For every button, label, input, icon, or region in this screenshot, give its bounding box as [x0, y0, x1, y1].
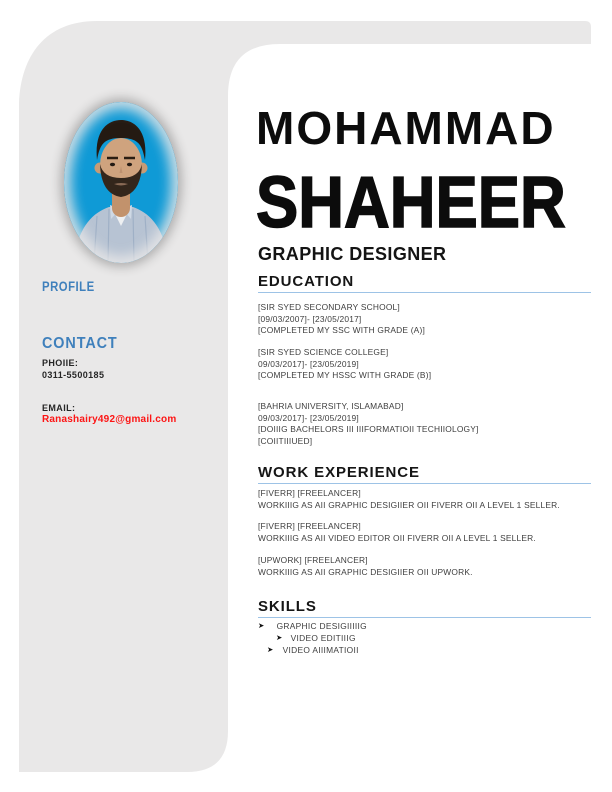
entry-line: [UPWORK] [FREELANCER]: [258, 555, 368, 565]
entry-line: WORKIIIG AS AII VIDEO EDITOR OII FIVERR OII A LEVEL 1 SELLER.: [258, 532, 536, 543]
profile-photo: [64, 102, 178, 263]
work-entry: [258, 521, 591, 544]
entry-line: WORKIIIG AS AII GRAPHIC DESIGIIER OII FIVERR OII A LEVEL 1 SELLER.: [258, 499, 560, 510]
job-title: GRAPHIC DESIGNER: [258, 244, 447, 264]
section-heading-education: EDUCATION: [258, 274, 591, 293]
skill-item: [276, 632, 591, 644]
work-entry: [258, 555, 591, 578]
entry-line: 09/03/2017]- [23/05/2019]: [258, 412, 359, 423]
entry-line: [SIR SYED SECONDARY SCHOOL]: [258, 302, 400, 312]
contact-heading: CONTACT: [42, 335, 118, 352]
arrow-bullet-icon: ➤: [276, 633, 283, 643]
entry-line: [BAHRIA UNIVERSITY, ISLAMABAD]: [258, 401, 404, 411]
profile-heading: PROFILE: [42, 279, 95, 294]
entry-line: [SIR SYED SCIENCE COLLEGE]: [258, 347, 389, 357]
section-heading-skills: SKILLS: [258, 599, 591, 618]
entry-line: [COIITIIIUED]: [258, 436, 313, 447]
education-entry: [258, 347, 591, 382]
name-first: MOHAMMAD: [256, 102, 556, 154]
skill-item: [258, 620, 591, 632]
entry-line: [09/03/2007]- [23/05/2017]: [258, 313, 362, 324]
skill-label: VIDEO AIIIMATIOII: [282, 645, 359, 655]
work-entry: [258, 488, 591, 511]
name-last: SHAHEER: [256, 163, 566, 243]
skill-label: VIDEO EDITIIIG: [290, 633, 356, 643]
entry-line: [FIVERR] [FREELANCER]: [258, 488, 361, 498]
arrow-bullet-icon: ➤: [258, 621, 265, 631]
email-value: Ranashairy492@gmail.com: [42, 414, 177, 425]
education-entry: [258, 401, 591, 448]
phone-label: PHOIIE:: [42, 358, 79, 368]
section-heading-work-experience: WORK EXPERIENCE: [258, 465, 591, 484]
education-entry: [258, 302, 591, 337]
entry-line: [COMPLETED MY SSC WITH GRADE (A)]: [258, 325, 425, 336]
entry-line: 09/03/2017]- [23/05/2019]: [258, 358, 359, 369]
entry-line: WORKIIIG AS AII GRAPHIC DESIGIIER OII UPWORK.: [258, 566, 473, 577]
entry-line: [DOIIIG BACHELORS III IIIFORMATIOII TECHIIOLOGY]: [258, 424, 479, 435]
entry-line: [COMPLETED MY HSSC WITH GRADE (B)]: [258, 370, 432, 381]
skill-item: [267, 644, 591, 656]
photo-vignette: [64, 102, 178, 263]
entry-line: [FIVERR] [FREELANCER]: [258, 521, 361, 531]
phone-value: 0311-5500185: [42, 370, 105, 380]
skill-label: GRAPHIC DESIGIIIIIG: [276, 621, 367, 631]
arrow-bullet-icon: ➤: [267, 645, 274, 655]
email-label: EMAIL:: [42, 403, 76, 413]
skills-list: [258, 620, 591, 656]
